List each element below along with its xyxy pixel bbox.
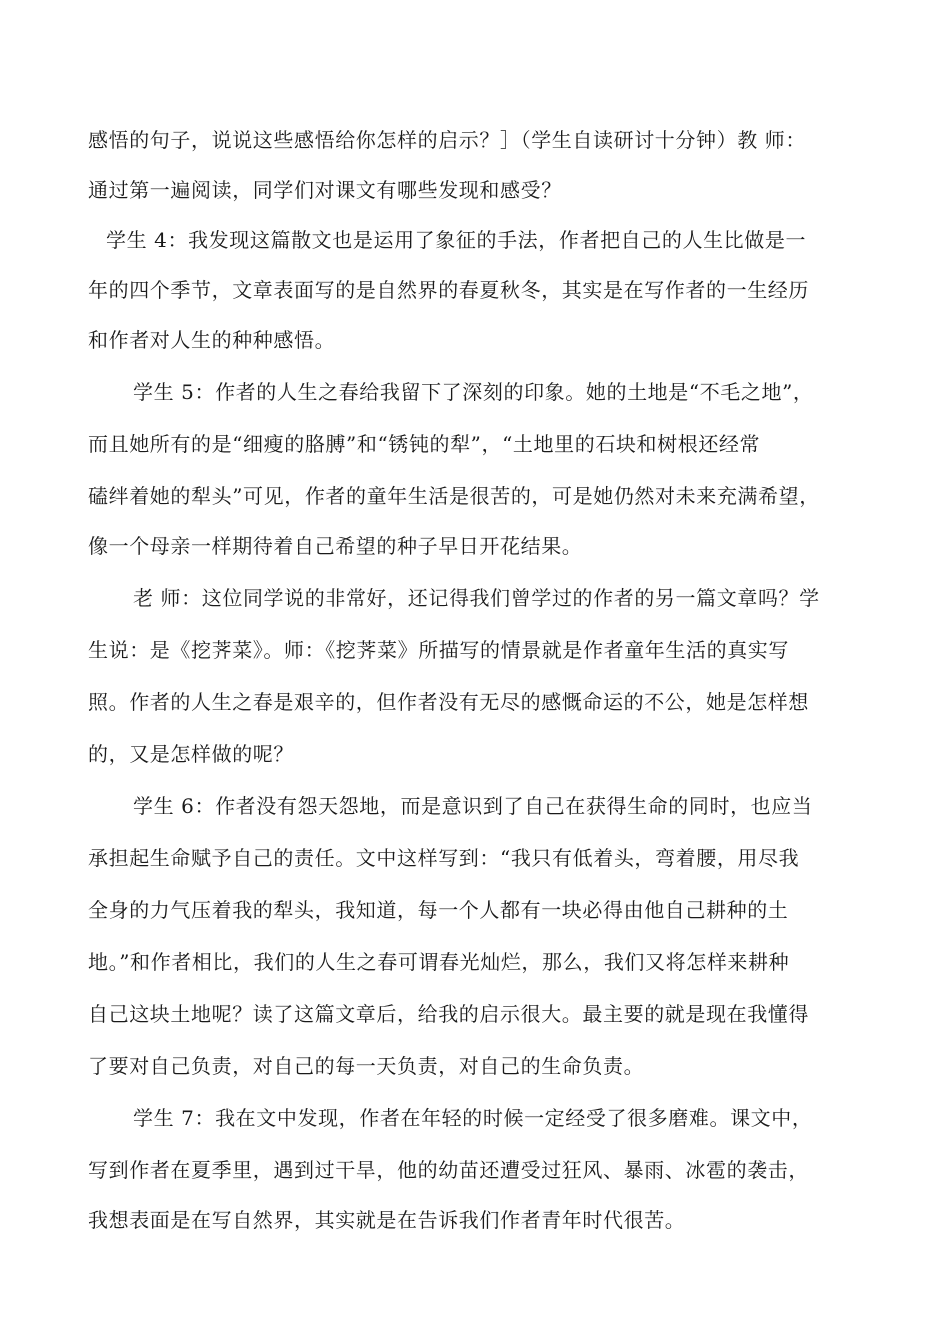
paragraph-line: 磕绊着她的犁头”可见，作者的童年生活是很苦的，可是她仍然对未来充满希望，: [88, 484, 820, 508]
paragraph-line: 年的四个季节，文章表面写的是自然界的春夏秋冬，其实是在写作者的一生经历: [88, 278, 809, 302]
paragraph-line: 学生 7：我在文中发现，作者在年轻的时候一定经受了很多磨难。课文中，: [133, 1106, 813, 1130]
paragraph-line: 地。”和作者相比，我们的人生之春可谓春光灿烂，那么，我们又将怎样来耕种: [88, 950, 790, 974]
paragraph-line: 我想表面是在写自然界，其实就是在告诉我们作者青年时代很苦。: [88, 1208, 686, 1232]
paragraph-line: 了要对自己负责，对自己的每一天负责，对自己的生命负责。: [88, 1054, 645, 1078]
paragraph-line: 照。作者的人生之春是艰辛的，但作者没有无尽的感慨命运的不公，她是怎样想: [88, 690, 809, 714]
paragraph-line: 学生 6：作者没有怨天怨地，而是意识到了自己在获得生命的同时，也应当: [133, 794, 813, 818]
paragraph-line: 写到作者在夏季里，遇到过干旱，他的幼苗还遭受过狂风、暴雨、冰雹的袭击，: [88, 1158, 809, 1182]
paragraph-line: 的，又是怎样做的呢？: [88, 742, 294, 766]
paragraph-line: 生说：是《挖荠菜》。师：《挖荠菜》所描写的情景就是作者童年生活的真实写: [88, 638, 789, 662]
paragraph-line: 通过第一遍阅读，同学们对课文有哪些发现和感受？: [88, 178, 562, 202]
paragraph-line: 全身的力气压着我的犁头，我知道，每一个人都有一块必得由他自己耕种的土: [88, 898, 789, 922]
paragraph-line: 承担起生命赋予自己的责任。文中这样写到：“我只有低着头，弯着腰，用尽我: [88, 846, 800, 870]
paragraph-line: 感悟的句子，说说这些感悟给你怎样的启示？］（学生自读研讨十分钟）教 师：: [88, 128, 806, 152]
paragraph-line: 学生 5：作者的人生之春给我留下了深刻的印象。她的土地是“不毛之地”，: [133, 380, 814, 404]
paragraph-line: 老 师：这位同学说的非常好，还记得我们曾学过的作者的另一篇文章吗？学: [133, 586, 820, 610]
paragraph-line: 和作者对人生的种种感悟。: [88, 328, 336, 352]
paragraph-line: 学生 4：我发现这篇散文也是运用了象征的手法，作者把自己的人生比做是一: [106, 228, 807, 252]
paragraph-line: 自己这块土地呢？读了这篇文章后，给我的启示很大。最主要的就是现在我懂得: [88, 1002, 809, 1026]
paragraph-line: 而且她所有的是“细瘦的胳膊”和“锈钝的犁”，“土地里的石块和树根还经常: [88, 432, 761, 456]
paragraph-line: 像一个母亲一样期待着自己希望的种子早日开花结果。: [88, 534, 583, 558]
